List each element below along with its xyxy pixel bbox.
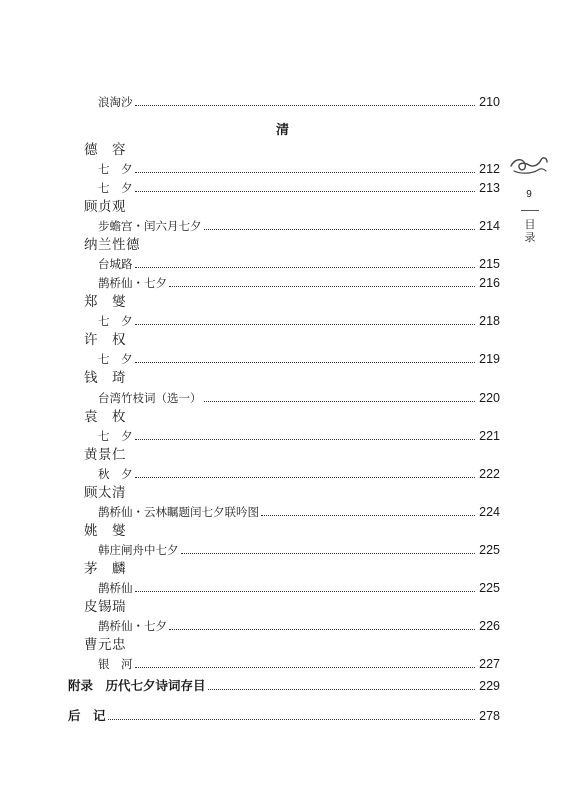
dot-leader <box>135 591 476 592</box>
toc-entry-poem <box>0 216 565 236</box>
toc-entry-page: 222 <box>479 467 500 481</box>
toc-entry-title: 钱 琦 <box>84 370 126 386</box>
side-rule <box>521 210 539 211</box>
toc-entry-author <box>0 597 565 617</box>
toc-entry-page: 221 <box>479 429 500 443</box>
toc-entry-poem <box>0 502 565 522</box>
toc-entry-page: 215 <box>479 257 500 271</box>
toc-entry-title: 鹊桥仙・云林瞩题闰七夕联吟图 <box>98 505 259 519</box>
section-title-vertical <box>523 218 537 244</box>
toc-entry-poem <box>0 578 565 598</box>
dot-leader <box>261 515 475 516</box>
toc-entry-author <box>0 368 565 388</box>
toc-entry-title: 郑 燮 <box>84 294 126 310</box>
dot-leader <box>208 689 476 690</box>
toc-entry-page: 213 <box>479 181 500 195</box>
toc-entry-author <box>0 445 565 465</box>
toc-entry-title: 步蟾宫・闰六月七夕 <box>98 219 202 233</box>
toc-entry-poem <box>0 426 565 446</box>
side-marker <box>506 152 552 272</box>
cloud-ornament-icon <box>508 152 550 178</box>
toc-entry-title: 黄景仁 <box>84 447 126 463</box>
toc-entry-title: 许 权 <box>84 332 126 348</box>
toc-entry-poem <box>0 311 565 331</box>
toc-entry-author <box>0 197 565 217</box>
toc-entry-page: 229 <box>479 679 500 693</box>
dot-leader <box>169 629 475 630</box>
toc-entry-page: 225 <box>479 581 500 595</box>
toc-entry-title: 清 <box>275 122 289 137</box>
dot-leader <box>135 324 476 325</box>
toc-entry-title: 姚 燮 <box>84 523 126 539</box>
section-title-char-1: 目 <box>524 218 536 231</box>
toc-entry-title: 顾太清 <box>84 485 126 501</box>
toc-entry-poem-indent <box>0 92 565 112</box>
toc-entry-page: 219 <box>479 352 500 366</box>
toc-entry-poem <box>0 616 565 636</box>
toc-entry-title: 台城路 <box>98 257 133 271</box>
toc-entry-author <box>0 521 565 541</box>
toc-entry-title: 德 容 <box>84 142 126 158</box>
toc-entry-page: 216 <box>479 276 500 290</box>
dot-leader <box>135 267 476 268</box>
toc-entry-title: 七 夕 <box>98 352 133 366</box>
toc-entry-poem <box>0 159 565 179</box>
page-number: 9 <box>526 189 532 200</box>
toc-entry-title: 七 夕 <box>98 429 133 443</box>
dot-leader <box>204 229 476 230</box>
toc-entry-page: 226 <box>479 619 500 633</box>
toc-entry-title: 顾贞观 <box>84 199 126 215</box>
toc-entry-title: 皮锡瑞 <box>84 599 126 615</box>
toc-entry-title: 七 夕 <box>98 314 133 328</box>
toc-entry-title: 银 河 <box>98 657 133 671</box>
toc-entry-poem <box>0 540 565 560</box>
toc-entry-title: 浪淘沙 <box>98 95 133 109</box>
section-title-char-2: 录 <box>524 231 536 244</box>
toc-entry-title: 曹元忠 <box>84 637 126 653</box>
toc-entry-poem <box>0 273 565 293</box>
dot-leader <box>135 477 476 478</box>
toc-entry-page: 210 <box>479 95 500 109</box>
dot-leader <box>135 105 476 106</box>
toc-entry-page: 224 <box>479 505 500 519</box>
toc-entry-page: 214 <box>479 219 500 233</box>
toc-entry-page: 212 <box>479 162 500 176</box>
toc-entry-section <box>0 676 565 696</box>
toc-entry-title: 秋 夕 <box>98 467 133 481</box>
toc-entry-page: 220 <box>479 391 500 405</box>
dot-leader <box>135 172 476 173</box>
toc-entry-poem <box>0 178 565 198</box>
dot-leader <box>108 719 476 720</box>
dot-leader <box>135 191 476 192</box>
dot-leader <box>169 286 475 287</box>
toc-entry-section <box>0 706 565 726</box>
toc-entry-title: 鹊桥仙・七夕 <box>98 619 167 633</box>
toc-entry-poem <box>0 654 565 674</box>
dot-leader <box>204 401 476 402</box>
toc-entry-title: 纳兰性德 <box>84 237 140 253</box>
toc-entry-author <box>0 235 565 255</box>
toc-entry-poem <box>0 254 565 274</box>
toc-entry-title: 韩庄闸舟中七夕 <box>98 543 179 557</box>
dot-leader <box>135 667 476 668</box>
toc-entry-author <box>0 292 565 312</box>
toc-entry-author <box>0 483 565 503</box>
toc-entry-title: 茅 麟 <box>84 561 126 577</box>
toc-entry-page: 278 <box>479 709 500 723</box>
toc-entry-title: 台湾竹枝词（选一） <box>98 391 202 405</box>
toc-entry-author <box>0 140 565 160</box>
toc-entry-author <box>0 635 565 655</box>
toc-entry-poem <box>0 388 565 408</box>
toc-entry-title: 七 夕 <box>98 162 133 176</box>
toc-entry-title: 鹊桥仙・七夕 <box>98 276 167 290</box>
toc-entry-author <box>0 330 565 350</box>
toc-entry-title: 七 夕 <box>98 181 133 195</box>
toc-entry-poem <box>0 349 565 369</box>
toc-entry-title: 附录 历代七夕诗词存目 <box>68 679 206 693</box>
toc-entry-poem <box>0 464 565 484</box>
toc-entry-page: 227 <box>479 657 500 671</box>
dot-leader <box>181 553 476 554</box>
toc-entry-page: 218 <box>479 314 500 328</box>
toc-entry-title: 后 记 <box>68 709 106 723</box>
toc-entry-page: 225 <box>479 543 500 557</box>
dot-leader <box>135 439 476 440</box>
toc-entry-dynasty-heading <box>0 120 565 140</box>
toc-entry-author <box>0 407 565 427</box>
toc-entry-title: 袁 枚 <box>84 409 126 425</box>
toc-entry-author <box>0 559 565 579</box>
dot-leader <box>135 362 476 363</box>
toc-entry-title: 鹊桥仙 <box>98 581 133 595</box>
